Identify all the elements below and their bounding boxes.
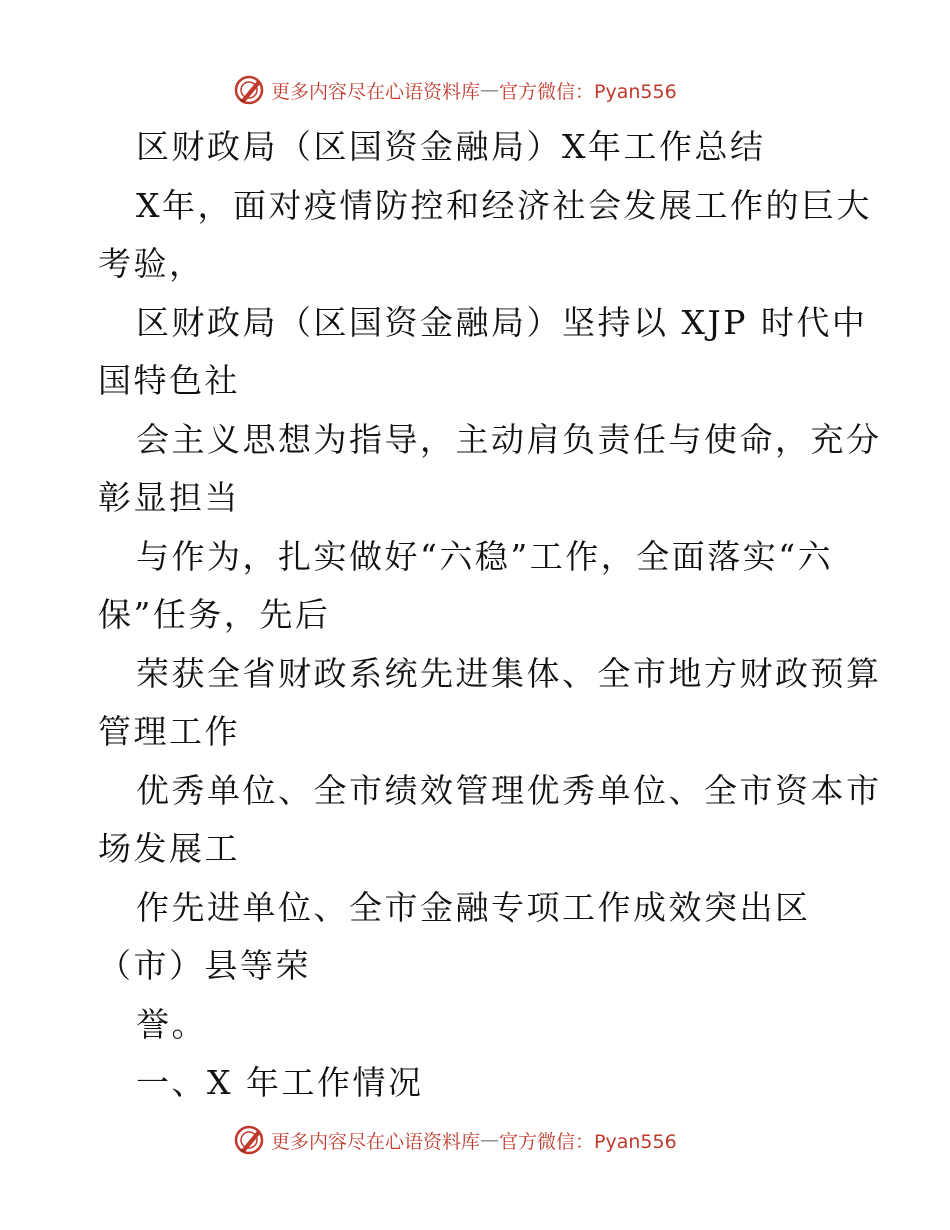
paragraph-line: 考验， <box>98 244 205 283</box>
paragraph-line: 区财政局（区国资金融局）坚持以 XJP 时代中 <box>136 302 868 342</box>
section-heading: 一、X 年工作情况 <box>136 1063 424 1102</box>
paragraph-line: 誉。 <box>136 1004 207 1044</box>
paragraph-line: （市）县等荣 <box>98 946 311 985</box>
watermark-contact: 官方微信：Pyan556 <box>499 80 677 103</box>
paragraph-line: 作先进单位、全市金融专项工作成效突出区 <box>136 887 811 927</box>
paragraph-line: 会主义思想为指导，主动肩负责任与使命，充分 <box>136 419 882 459</box>
paragraph-line: 管理工作 <box>98 712 240 751</box>
paragraph-line: 荣获全省财政系统先进集体、全市地方财政预算 <box>136 653 882 693</box>
watermark-header <box>233 72 677 108</box>
watermark-separator: — <box>480 79 500 101</box>
pen-logo-icon <box>233 74 265 106</box>
pen-logo-icon <box>233 1124 265 1156</box>
paragraph-line: 国特色社 <box>98 361 240 400</box>
document-body <box>98 118 882 1113</box>
watermark-text: 更多内容尽在心语资料库 <box>271 80 481 103</box>
watermark-separator: — <box>480 1129 500 1151</box>
paragraph-line: 优秀单位、全市绩效管理优秀单位、全市资本市 <box>136 770 882 810</box>
document-title: 区财政局（区国资金融局）X年工作总结 <box>136 127 766 166</box>
paragraph-line: 彰显担当 <box>98 478 240 517</box>
paragraph-line: X年，面对疫情防控和经济社会发展工作的巨大 <box>136 185 872 225</box>
paragraph-line: 保”任务，先后 <box>98 595 331 634</box>
paragraph-line: 场发展工 <box>98 829 240 868</box>
watermark-footer <box>233 1122 677 1158</box>
watermark-contact: 官方微信：Pyan556 <box>499 1130 677 1153</box>
watermark-text: 更多内容尽在心语资料库 <box>271 1130 481 1153</box>
paragraph-line: 与作为，扎实做好“六稳”工作，全面落实“六 <box>136 536 834 576</box>
